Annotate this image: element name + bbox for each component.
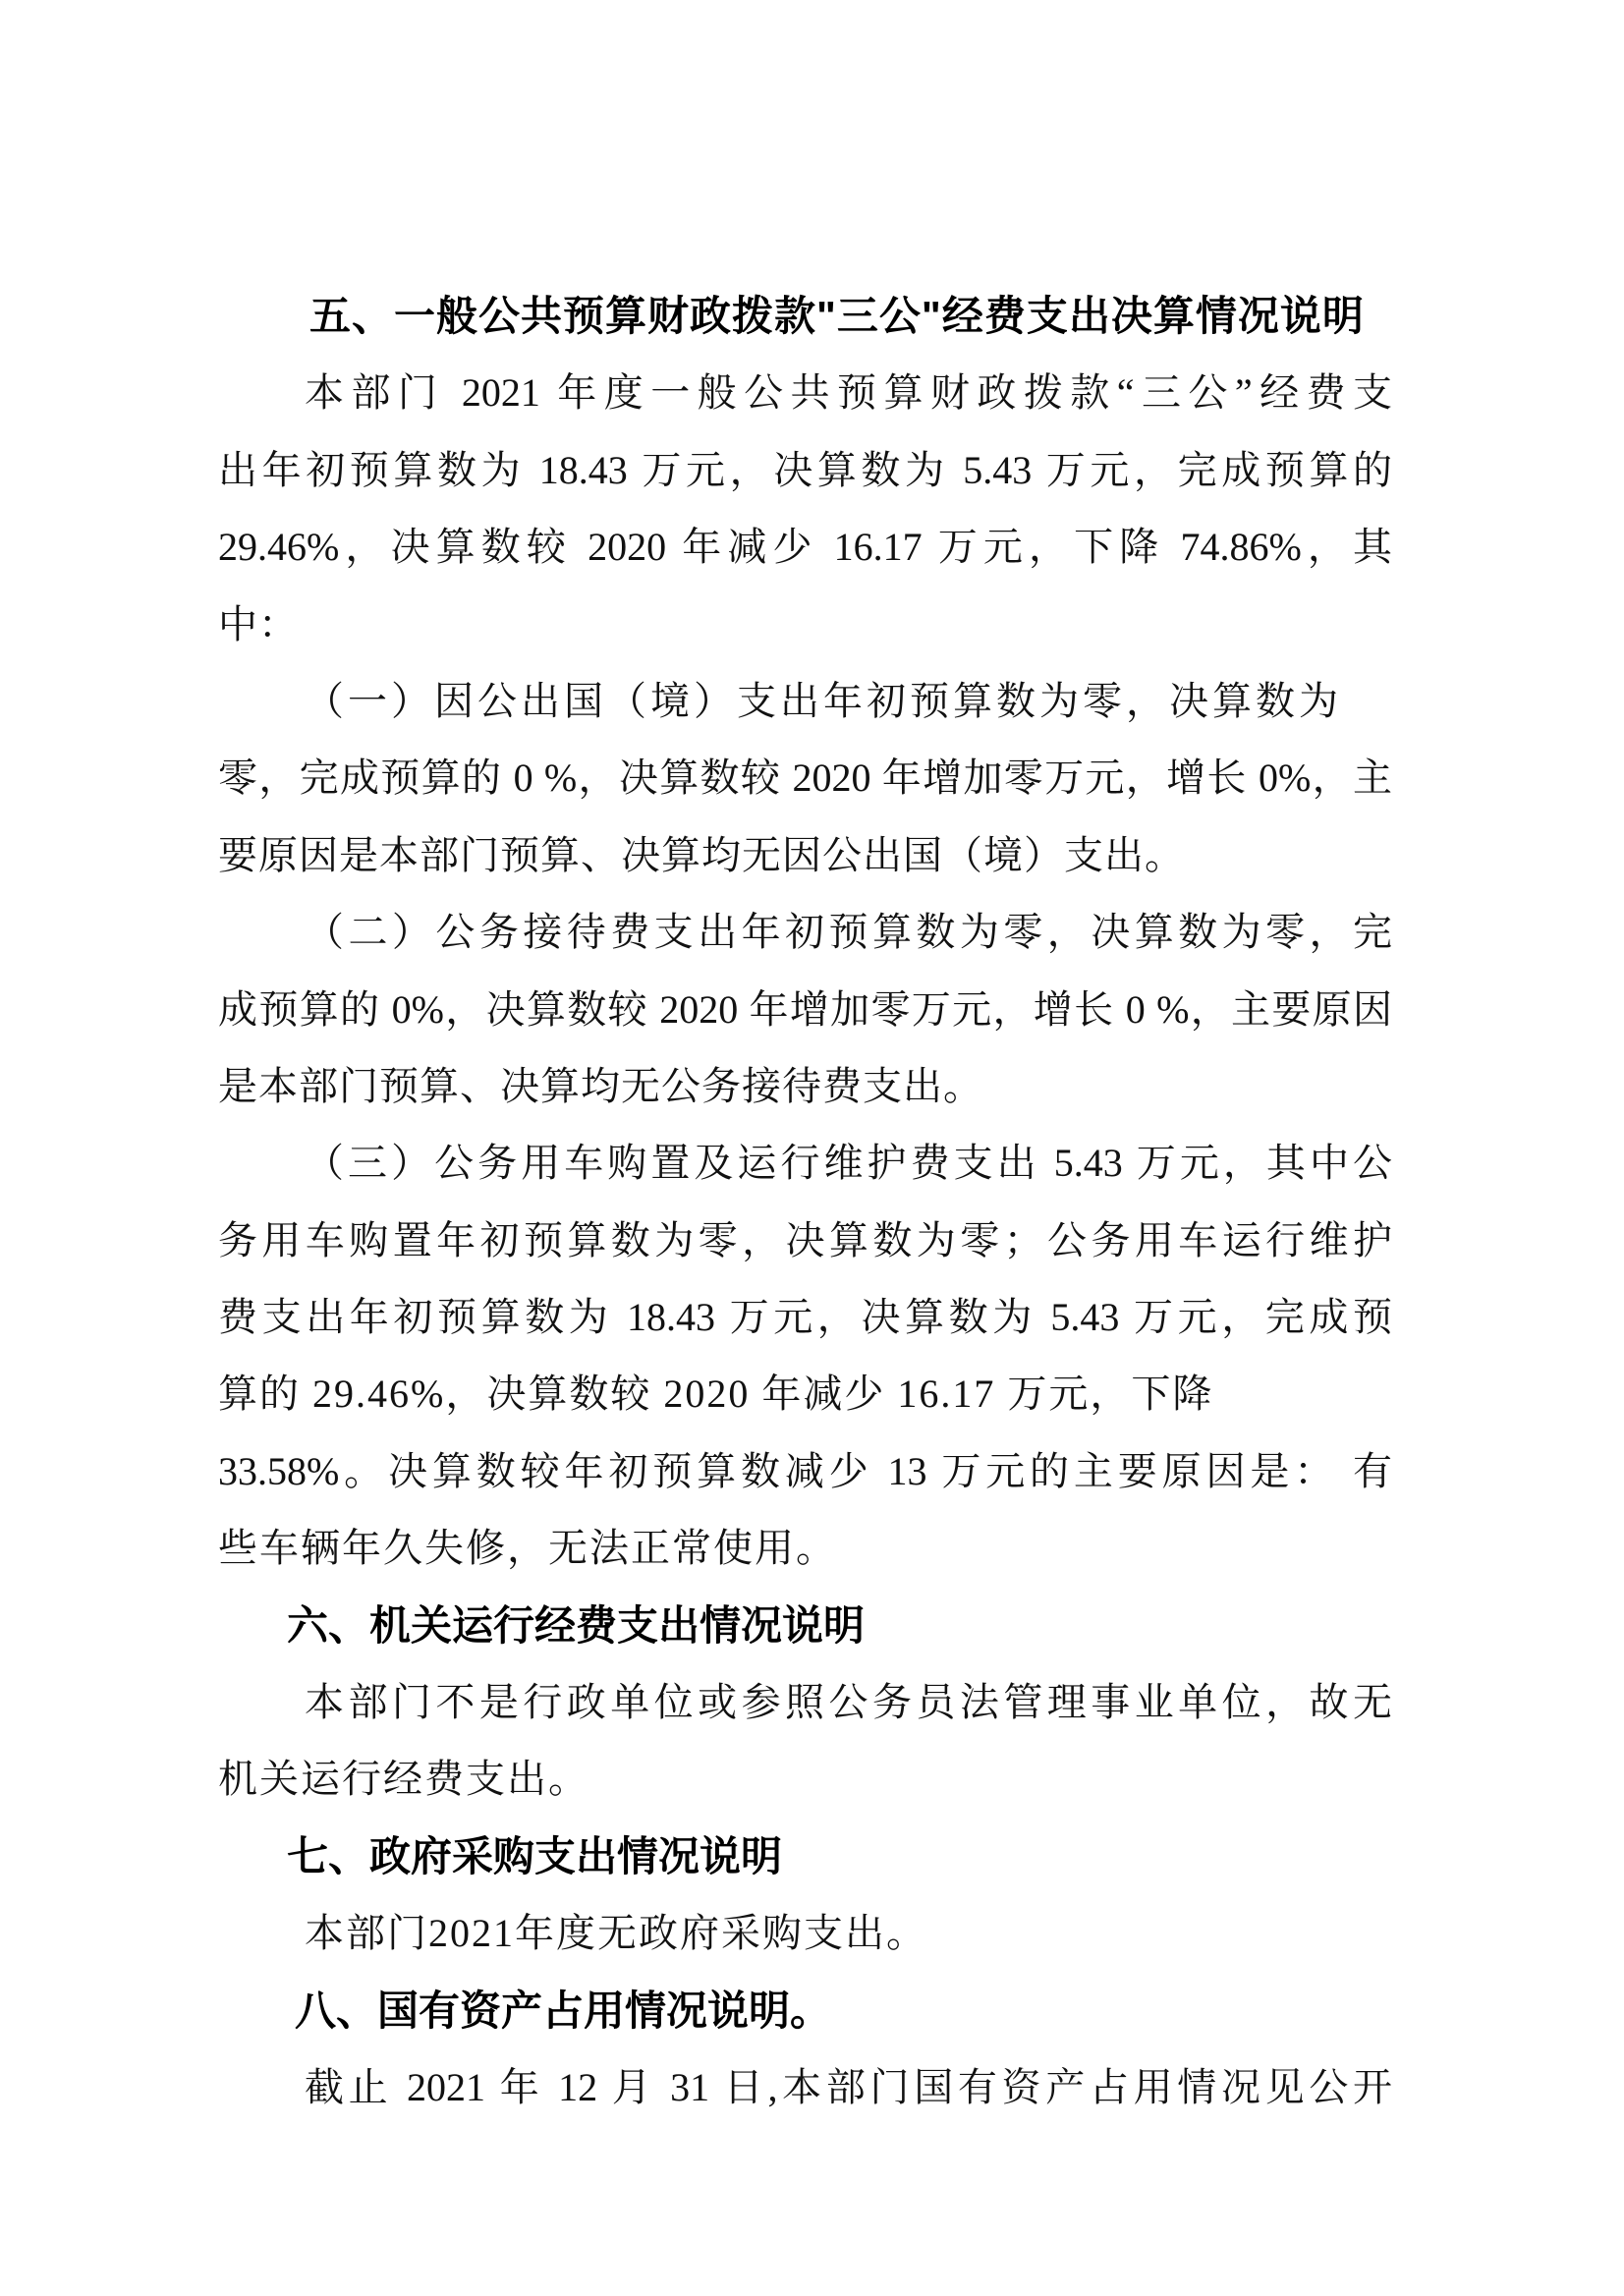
text-line: 是本部门预算、决算均无公务接待费支出。 xyxy=(218,1063,983,1108)
text-line: （一）因公出国（境）支出年初预算数为零，决算数为 xyxy=(305,678,1342,723)
section-heading: 七、政府采购支出情况说明 xyxy=(287,1832,783,1879)
text-line: 本部门 2021 年度一般公共预算财政拨款“三公”经费支 xyxy=(305,370,1392,416)
text-line: 零，完成预算的 0 %，决算数较 2020 年增加零万元，增长 0%，主 xyxy=(218,756,1392,801)
text-line: 出年初预算数为 18.43 万元，决算数为 5.43 万元，完成预算的 xyxy=(218,447,1392,492)
text-line: 本部门2021年度无政府采购支出。 xyxy=(305,1911,927,1956)
paragraph-intro xyxy=(218,355,1392,663)
section-5 xyxy=(218,278,1392,1588)
section-heading: 八、国有资产占用情况说明。 xyxy=(295,1987,832,2034)
paragraph-item-3 xyxy=(218,1125,1392,1587)
text-line: 费支出年初预算数为 18.43 万元，决算数为 5.43 万元，完成预 xyxy=(218,1295,1392,1340)
text-line: 29.46%，决算数较 2020 年减少 16.17 万元，下降 74.86%，其 xyxy=(218,525,1392,570)
section-6 xyxy=(218,1588,1392,1819)
text-line: （三）公务用车购置及运行维护费支出 5.43 万元，其中公 xyxy=(305,1141,1392,1186)
text-line: 要原因是本部门预算、决算均无因公出国（境）支出。 xyxy=(218,832,1185,877)
section-heading: 五、一般公共预算财政拨款"三公"经费支出决算情况说明 xyxy=(309,293,1365,339)
text-line: 成预算的 0%，决算数较 2020 年增加零万元，增长 0 %，主要原因 xyxy=(218,986,1392,1032)
text-line: 算的 29.46%，决算数较 2020 年减少 16.17 万元，下降 xyxy=(218,1372,1214,1417)
text-line: 中： xyxy=(218,601,299,646)
text-line: 截止 2021 年 12 月 31 日,本部门国有资产占用情况见公开 xyxy=(305,2064,1392,2109)
text-line: 本部门不是行政单位或参照公务员法管理事业单位，故无 xyxy=(305,1680,1392,1725)
document-page xyxy=(218,278,1392,2126)
section-7 xyxy=(218,1819,1392,1973)
section-heading: 六、机关运行经费支出情况说明 xyxy=(287,1601,866,1649)
text-line: 33.58%。决算数较年初预算数减少 13 万元的主要原因是： 有 xyxy=(218,1448,1392,1493)
section-8 xyxy=(218,1973,1392,2127)
paragraph xyxy=(218,2049,1392,2126)
text-line: 些车辆年久失修，无法正常使用。 xyxy=(218,1526,837,1571)
paragraph xyxy=(218,1664,1392,1819)
text-line: 务用车购置年初预算数为零，决算数为零；公务用车运行维护 xyxy=(218,1217,1392,1262)
text-line: 机关运行经费支出。 xyxy=(218,1757,589,1802)
paragraph xyxy=(218,1895,1392,1972)
paragraph-item-1 xyxy=(218,663,1392,894)
text-line: （二）公务接待费支出年初预算数为零，决算数为零，完 xyxy=(305,910,1392,955)
paragraph-item-2 xyxy=(218,894,1392,1125)
